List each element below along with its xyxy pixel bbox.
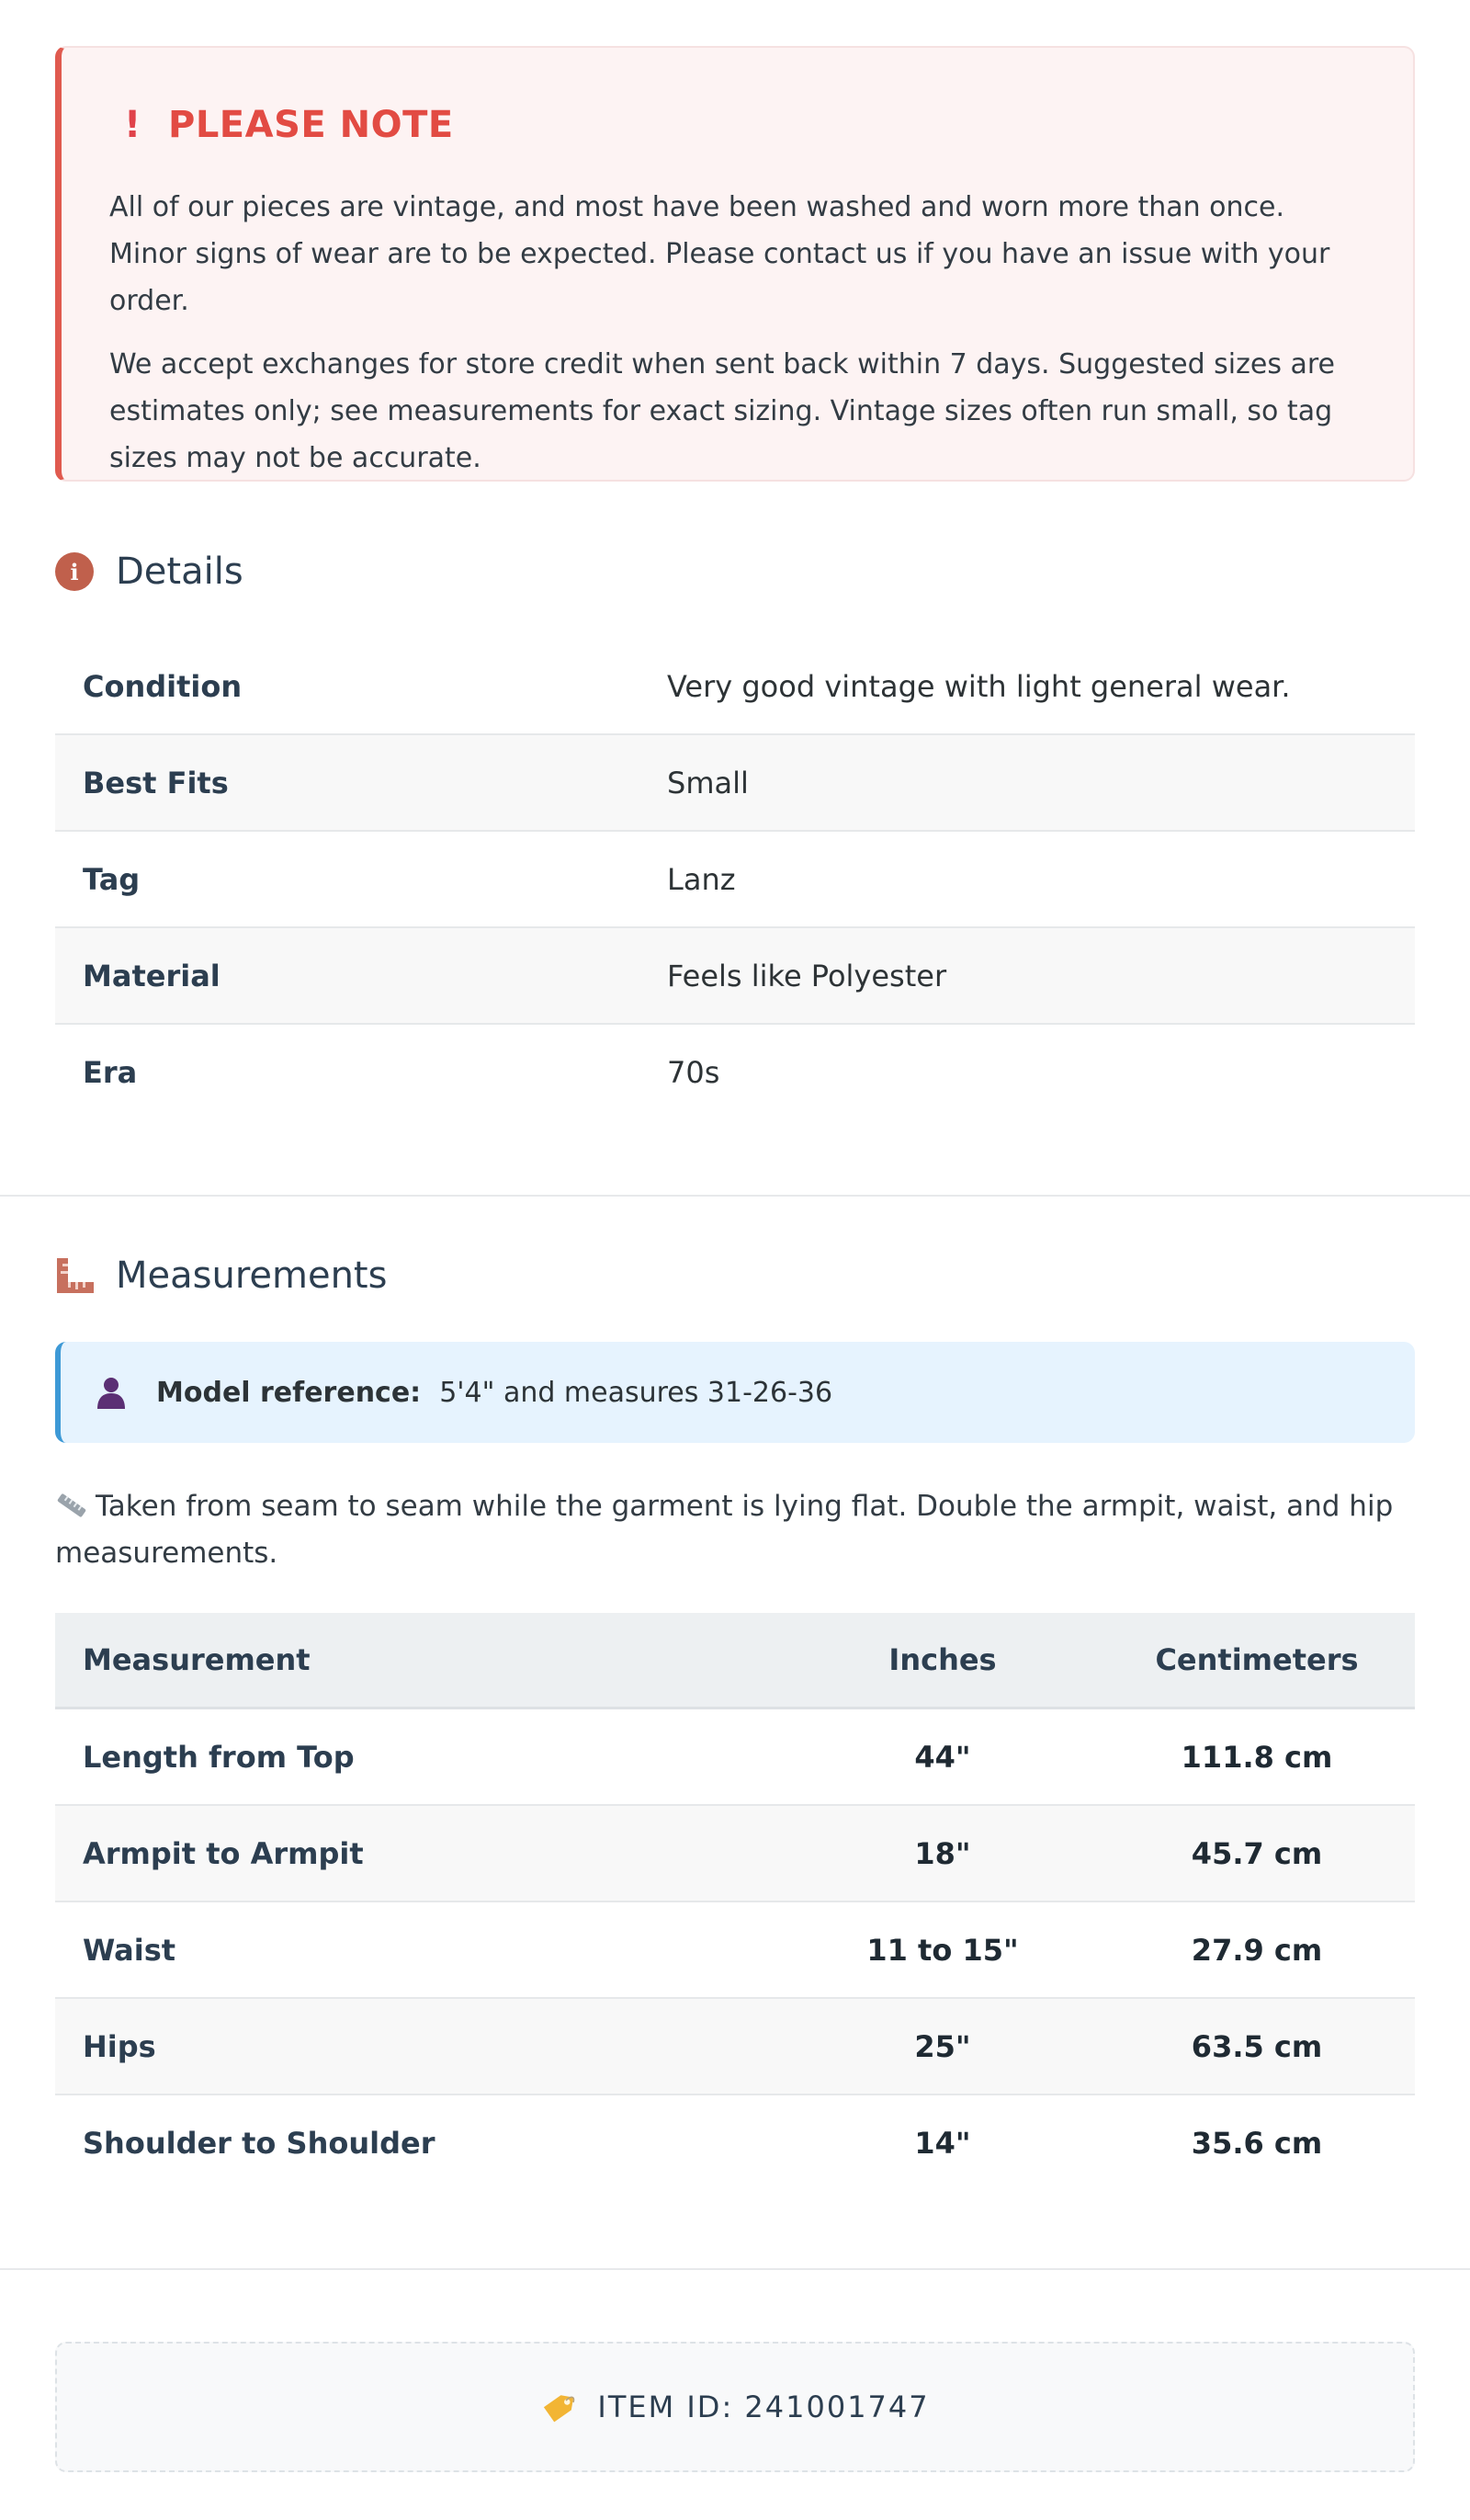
table-row: [55, 639, 1415, 734]
measurement-method-text: Taken from seam to seam while the garment is lying flat. Double the armpit, waist, and hip measurements.: [55, 1490, 1394, 1570]
details-table-wrap: [55, 639, 1415, 1119]
table-row: [55, 1901, 1415, 1998]
measurement-inches: 11 to 15": [786, 1901, 1099, 1998]
table-row: [55, 2094, 1415, 2190]
table-row: [55, 831, 1415, 927]
section-divider: [0, 1195, 1470, 1197]
detail-value: Lanz: [667, 831, 1415, 927]
notice-paragraph-2: We accept exchanges for store credit when sent back within 7 days. Suggested sizes are estimates only; see measurements for exact sizing. Vintage sizes often run small, so tag sizes may not be accurate.: [109, 348, 1336, 474]
measurement-inches: 18": [786, 1805, 1099, 1901]
measurements-table: [55, 1613, 1415, 2190]
notice-header: [109, 99, 1367, 151]
detail-label: Era: [83, 1054, 138, 1090]
detail-label: Material: [55, 927, 667, 1024]
person-icon: [96, 1376, 127, 1409]
table-row: [55, 1024, 1415, 1119]
column-header-centimeters: Centimeters: [1099, 1613, 1415, 1708]
measurement-cm: 27.9 cm: [1099, 1901, 1415, 1998]
measurement-method-note: [55, 1483, 1415, 1577]
measurements-header: [55, 1248, 1415, 1303]
detail-label: Condition: [55, 639, 667, 734]
table-header-row: [55, 1613, 1415, 1708]
notice-paragraph-1: All of our pieces are vintage, and most have been washed and worn more than once. Minor signs of wear are to be expected. Please contact us if you have an issue with your order.: [109, 191, 1330, 317]
detail-label: Tag: [55, 831, 667, 927]
measurement-name: Armpit to Armpit: [55, 1805, 786, 1901]
measurement-cm: 45.7 cm: [1099, 1805, 1415, 1901]
detail-value: Small: [667, 734, 1415, 831]
model-reference-value: 5'4" and measures 31-26-36: [439, 1376, 833, 1409]
item-id-box: [55, 2342, 1415, 2472]
notice-title: PLEASE NOTE: [168, 104, 454, 146]
details-title: Details: [116, 551, 243, 593]
info-icon: i: [55, 552, 94, 591]
measurement-inches: 44": [786, 1708, 1099, 1806]
exclamation-icon: !: [124, 104, 141, 146]
measurement-name: Shoulder to Shoulder: [83, 2125, 435, 2161]
measurement-name: Length from Top: [55, 1708, 786, 1806]
price-tag-icon: [540, 2391, 577, 2423]
measurement-cm: 111.8 cm: [1099, 1708, 1415, 1806]
detail-value: Feels like Polyester: [667, 927, 1415, 1024]
column-header-inches: Inches: [786, 1613, 1099, 1708]
model-reference-label: Model reference:: [156, 1376, 422, 1409]
measurement-inches: 14": [914, 2125, 971, 2161]
table-row: [55, 1998, 1415, 2094]
measurements-title: Measurements: [116, 1254, 388, 1297]
table-row: [55, 734, 1415, 831]
ruler-icon: [55, 1256, 96, 1295]
model-reference-box: [55, 1342, 1415, 1443]
measurement-name: Hips: [55, 1998, 786, 2094]
details-table: [55, 639, 1415, 1119]
table-row: [55, 1708, 1415, 1806]
table-row: [55, 927, 1415, 1024]
ruler-pencil-icon: [55, 1492, 88, 1519]
detail-value: Very good vintage with light general wear.: [667, 639, 1415, 734]
section-divider: [0, 2268, 1470, 2270]
measurement-name: Waist: [55, 1901, 786, 1998]
measurement-cm: 63.5 cm: [1099, 1998, 1415, 2094]
detail-value: 70s: [667, 1054, 720, 1090]
item-id-label: ITEM ID: 241001747: [597, 2389, 930, 2424]
column-header-measurement: Measurement: [55, 1613, 786, 1708]
measurement-cm: 35.6 cm: [1191, 2125, 1323, 2161]
table-row: [55, 1805, 1415, 1901]
measurements-table-wrap: [55, 1613, 1415, 2190]
detail-label: Best Fits: [55, 734, 667, 831]
measurement-inches: 25": [786, 1998, 1099, 2094]
notice-box: [55, 46, 1415, 482]
details-header: [55, 544, 1415, 599]
